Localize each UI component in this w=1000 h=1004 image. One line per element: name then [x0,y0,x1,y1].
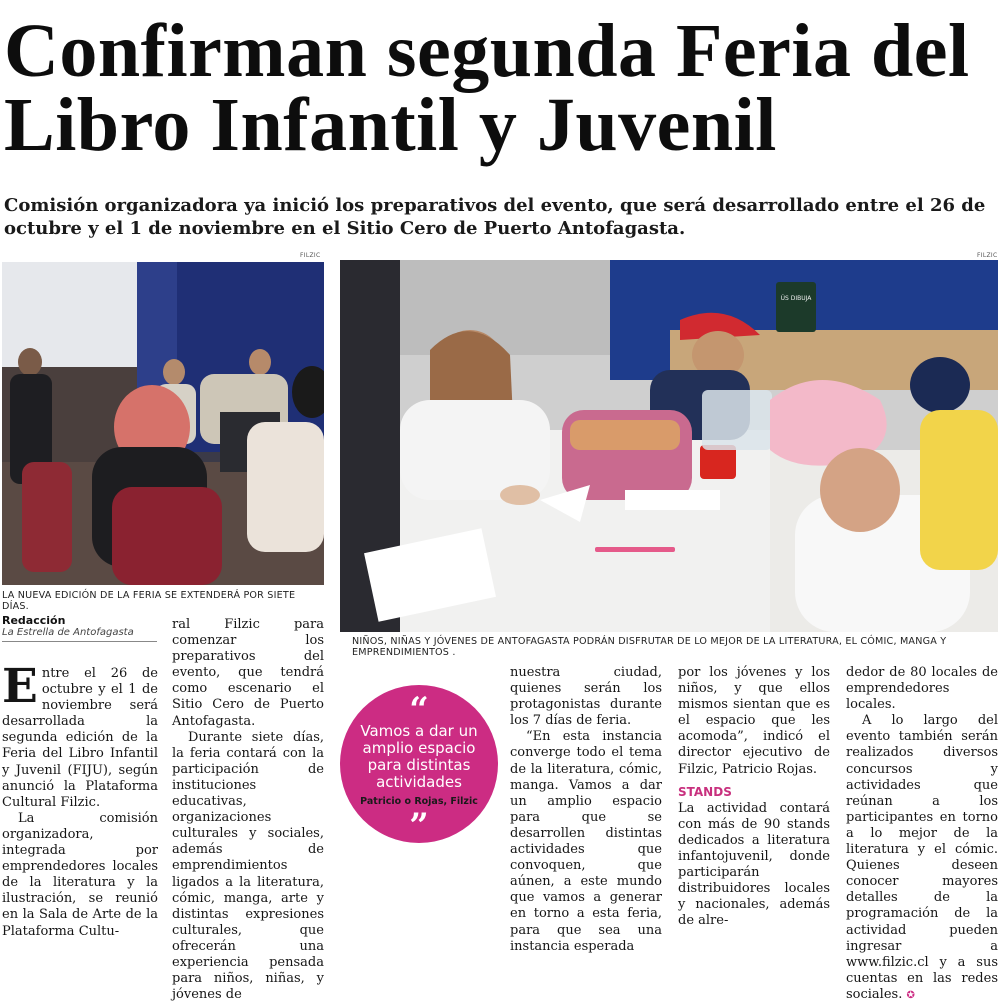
sign-text: ÚS DIBUJA [780,295,812,302]
paragraph: Durante siete días, la feria contará con la participación de instituciones educativas, organizaciones culturales y sociales, además de emprendimientos ligados a la literatura, cómic, manga, arte y distintas expresiones culturales, que ofrecerán una experiencia pensada para niños, niñas, y jóvenes de [172,729,324,1003]
headline: Confirman segunda Feria del Libro Infantil y Juvenil [4,9,970,167]
pull-quote [340,685,498,846]
paragraph [846,713,998,1004]
photo-children-drawing [340,260,998,632]
quote-author: Patricio o Rojas, Filzic [360,796,478,807]
body-column-5 [846,665,998,1004]
paragraph-lead [2,659,158,811]
body-column-3 [510,665,662,955]
paragraph: ral Filzic para comenzar los preparativos del evento, que tendrá como escenario el Sitio Cero de Puerto Antofagasta. [172,617,324,729]
end-mark-icon: ✪ [906,989,915,1001]
deck: Comisión organizadora ya inició los preparativos del evento, que será desarrollado entre el 26 de octubre y el 1 de noviembre en el Sitio Cero de Puerto Antofagasta. [4,195,986,239]
photo-meeting [2,262,324,585]
body-column-2 [172,617,324,1003]
quote-text: Vamos a dar un amplio espacio para distintas actividades [360,722,478,791]
lead-text: ntre el 26 de octubre y el 1 de noviembre será desarrollada la segunda edición de la Feria del Libro Infantil y Juvenil (FIJU), según anunció la Plataforma Cultural Filzic. [2,666,158,810]
quote-close-mark: ” [409,806,429,846]
photo-caption-right: NIÑOS, NIÑAS Y JÓVENES DE ANTOFAGASTA PODRÁN DISFRUTAR DE LO MEJOR DE LA LITERATURA, EL CÓMIC, MANGA Y EMPRENDIMIENTOS . [352,636,947,658]
paragraph: nuestra ciudad, quienes serán los protagonistas durante los 7 días de feria. [510,665,662,729]
photo-credit-left: FILZIC [300,252,321,259]
photo-caption-left: LA NUEVA EDICIÓN DE LA FERIA SE EXTENDERÁ POR SIETE DÍAS. [2,590,296,612]
drop-cap: E [2,659,38,714]
paragraph: La comisión organizadora, integrada por emprendedores locales de la literatura y la ilustración, se reunió en la Sala de Arte de la Plataforma Cultu- [2,810,158,939]
paragraph: “En esta instancia converge todo el tema de la literatura, cómic, manga. Vamos a dar un amplio espacio para que se desarrollen distintas actividades que convoquen, que aúnen, a este mundo que vamos a generar en torno a esta feria, para que sea una instancia esperada [510,729,662,954]
photo-meeting-illustration [2,262,324,585]
byline-name: Redacción [2,614,66,627]
quote-open-mark: “ [409,690,429,730]
subhead-stands: STANDS [678,784,732,799]
photo-children-illustration [340,260,998,632]
paragraph: La actividad contará con más de 90 stands dedicados a literatura infantojuvenil, donde participarán distribuidores locales y nacionales, además de alre- [678,800,830,929]
byline [2,614,157,642]
closing-text: A lo largo del evento también serán realizados diversos concursos y actividades que reúnan a los participantes en torno a lo mejor de la literatura y el cómic. Quienes deseen conocer mayores detalles de la programación de la actividad pueden ingresar a www.filzic.cl y a sus cuentas en las redes sociales. [846,713,998,1002]
body-column-4 [678,665,830,930]
byline-org: La Estrella de Antofagasta [2,627,134,638]
paragraph: por los jóvenes y los niños, y que ellos mismos sientan que es el espacio que les acomoda”, indicó el director ejecutivo de Filzic, Patricio Rojas. [678,665,830,777]
paragraph: dedor de 80 locales de emprendedores locales. [846,665,998,713]
photo-credit-right: FILZIC [977,252,998,259]
body-column-1 [2,659,158,940]
